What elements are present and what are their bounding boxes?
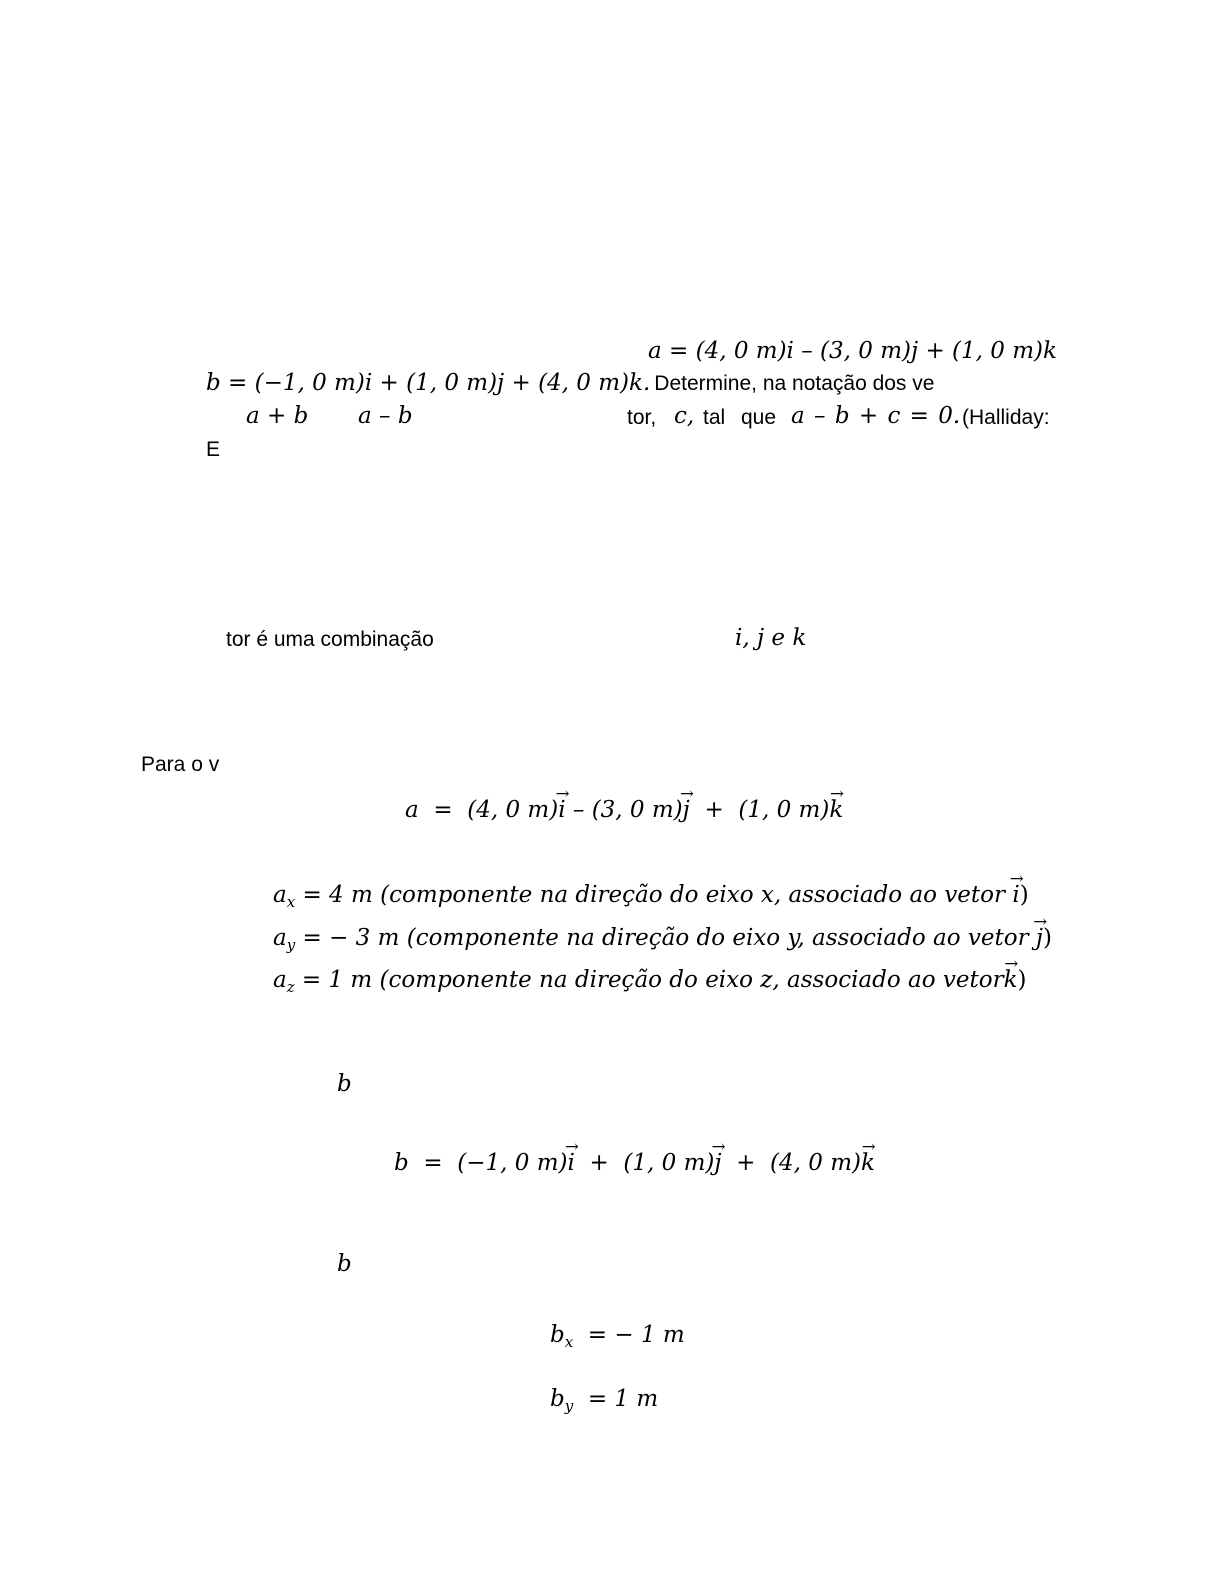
k-vector-icon: → k: [829, 797, 843, 823]
problem-text: Determine, na notação dos ve: [654, 372, 935, 395]
term-2: (1, 0 m): [623, 1150, 715, 1176]
vector-c-label: c,: [674, 403, 695, 429]
j-vector-icon: → j: [1036, 925, 1043, 951]
problem-text-e: E: [206, 438, 221, 461]
term-3: (1, 0 m): [738, 797, 830, 823]
section-label-b-components: b: [337, 1251, 352, 1277]
plus: +: [704, 797, 724, 823]
sum-expression: a + b: [246, 403, 309, 429]
i-vector-icon: → i: [558, 797, 565, 823]
section-label-b: b: [337, 1071, 352, 1097]
section-label-a: Para o v: [141, 753, 220, 776]
term-1: (4, 0 m): [467, 797, 559, 823]
reference-text: (Halliday:: [962, 406, 1050, 429]
j-vector-icon: → j: [683, 797, 690, 823]
condition-equation: a – b + c = 0.: [791, 403, 961, 429]
component-ay: $a_y$ = − 3 m (componente na direção do eixo y, associado ao vetor → j): [273, 925, 1052, 954]
i-vector-icon: → i: [1012, 882, 1019, 908]
component-az: $a_z = 1$ m (componente na direção do eixo z, associado ao vetor→ k): [273, 967, 1027, 996]
term-1: (−1, 0 m): [457, 1150, 568, 1176]
j-vector-icon: → j: [714, 1150, 721, 1176]
intro-text: tor é uma combinação: [226, 628, 434, 651]
unit-vectors: i, j e k: [735, 625, 807, 651]
component-ax: $a_x = 4$ m (componente na direção do eixo x, associado ao vetor → i): [273, 882, 1029, 911]
term-3: (4, 0 m): [770, 1150, 861, 1176]
k-vector-icon: → k: [1004, 967, 1018, 993]
problem-text-tal: tal: [703, 406, 726, 429]
equals: =: [423, 1150, 443, 1176]
vector-a-equation: [405, 797, 843, 823]
k-vector-icon: → k: [861, 1150, 875, 1176]
b-symbol: b: [394, 1150, 409, 1176]
vector-b-equation: [394, 1150, 875, 1176]
problem-text-que: que: [741, 406, 777, 429]
difference-expression: a – b: [358, 403, 413, 429]
plus: +: [589, 1150, 609, 1176]
problem-line-2: [206, 370, 934, 396]
plus: +: [736, 1150, 756, 1176]
vector-a-definition: a = (4, 0 m)i – (3, 0 m)j + (1, 0 m)k: [648, 338, 1057, 364]
problem-text-tor: tor,: [627, 406, 657, 429]
equals: =: [433, 797, 453, 823]
component-by: $b_y = 1$ m: [550, 1386, 659, 1416]
a-symbol: a: [405, 797, 419, 823]
i-vector-icon: → i: [568, 1150, 575, 1176]
term-2: – (3, 0 m): [572, 797, 683, 823]
vector-b-definition: b = (−1, 0 m)i + (1, 0 m)j + (4, 0 m)k.: [206, 370, 651, 396]
component-bx: $b_x$ = − 1 m: [550, 1322, 685, 1352]
